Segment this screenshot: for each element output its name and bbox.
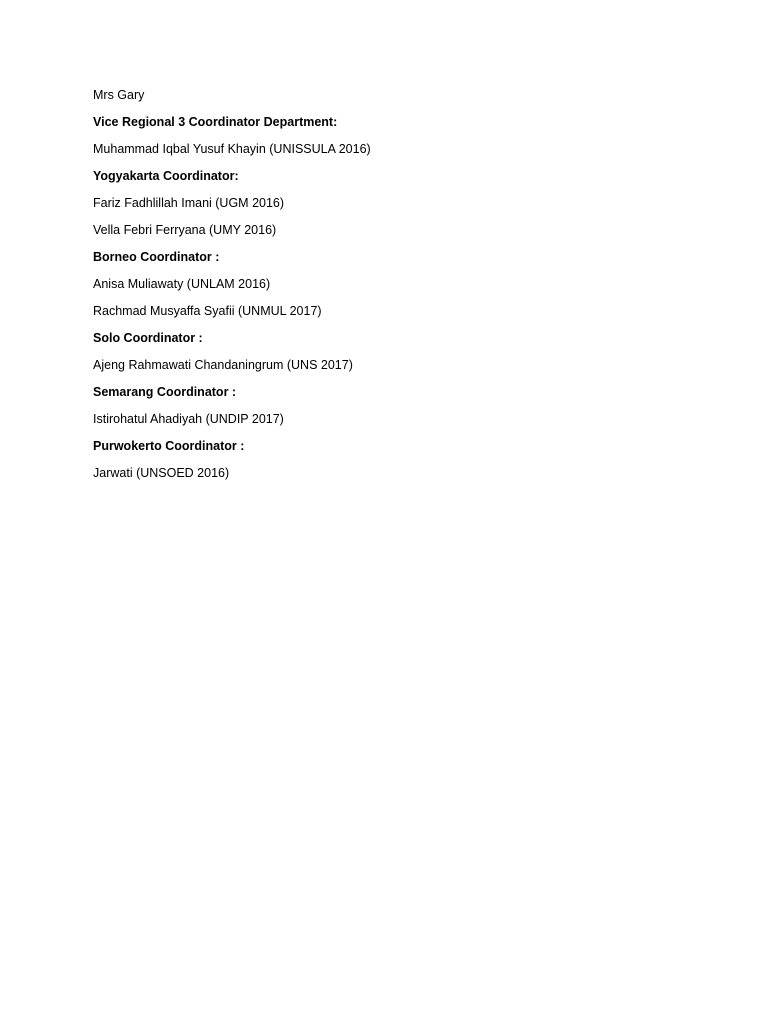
member-entry: Anisa Muliawaty (UNLAM 2016)	[93, 277, 271, 291]
salutation-line: Mrs Gary	[93, 88, 145, 102]
member-entry: Rachmad Musyaffa Syafii (UNMUL 2017)	[93, 304, 322, 318]
section-heading-borneo: Borneo Coordinator :	[93, 250, 220, 264]
section-heading-semarang: Semarang Coordinator :	[93, 385, 237, 399]
section-heading-vice-regional: Vice Regional 3 Coordinator Department:	[93, 115, 338, 129]
section-heading-solo: Solo Coordinator :	[93, 331, 203, 345]
member-entry: Vella Febri Ferryana (UMY 2016)	[93, 223, 277, 237]
member-entry: Fariz Fadhlillah Imani (UGM 2016)	[93, 196, 285, 210]
member-entry: Istirohatul Ahadiyah (UNDIP 2017)	[93, 412, 284, 426]
section-heading-yogyakarta: Yogyakarta Coordinator:	[93, 169, 239, 183]
section-heading-purwokerto: Purwokerto Coordinator :	[93, 439, 245, 453]
member-entry: Jarwati (UNSOED 2016)	[93, 466, 230, 480]
member-entry: Ajeng Rahmawati Chandaningrum (UNS 2017)	[93, 358, 353, 372]
member-entry: Muhammad Iqbal Yusuf Khayin (UNISSULA 2016)	[93, 142, 371, 156]
document-body	[93, 86, 713, 491]
